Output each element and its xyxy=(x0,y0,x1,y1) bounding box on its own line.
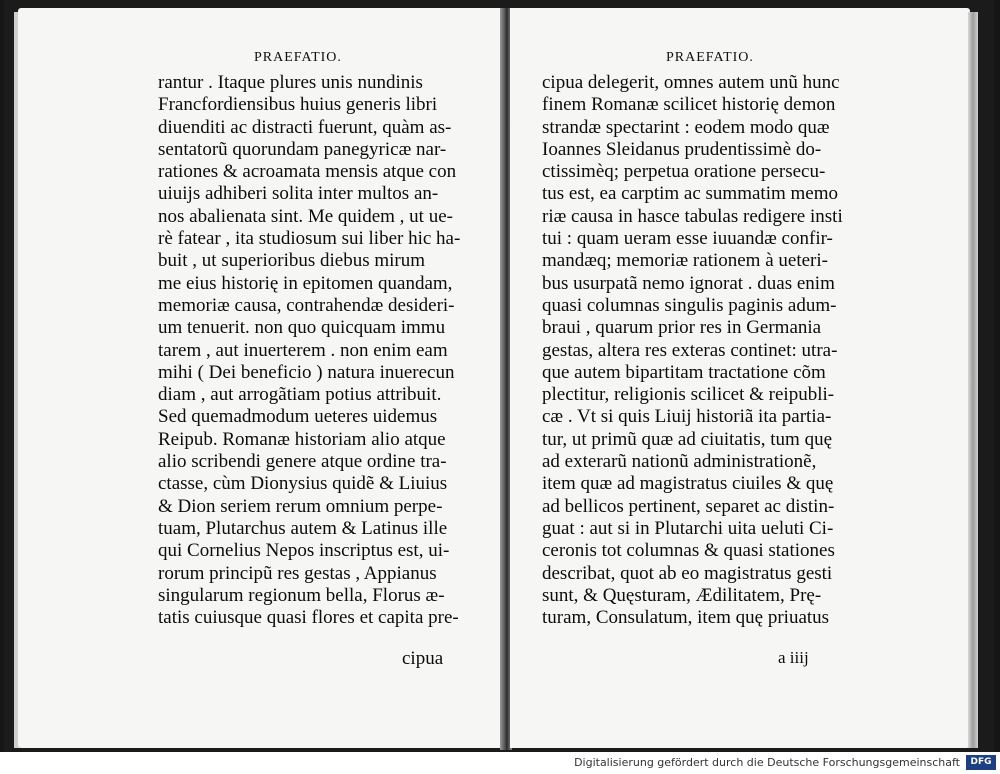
text-line: & Dion seriem rerum omnium perpe- xyxy=(158,495,443,517)
text-line: strandæ spectarint : eodem modo quæ xyxy=(542,116,830,138)
text-line: um tenuerit. non quo quicquam immu xyxy=(158,317,446,339)
text-line: braui , quarum prior res in Germania xyxy=(542,317,822,339)
text-line: finem Romanæ scilicet historię demon xyxy=(542,94,836,116)
text-line: rè fatear , ita studiosum sui liber hic ha- xyxy=(158,228,461,250)
text-line: plectitur, religionis scilicet & reipubli- xyxy=(542,384,835,406)
text-line: item quæ ad magistratus ciuiles & quę xyxy=(542,473,834,495)
text-line: Francfordiensibus huius generis libri xyxy=(158,94,438,116)
text-line: rantur . Itaque plures unis nundinis xyxy=(158,72,423,93)
text-line: diuenditi ac distracti fuerunt, quàm as- xyxy=(158,116,452,138)
text-line: mandæq; memoriæ rationem à ueteri- xyxy=(542,250,828,272)
text-line: tuam, Plutarchus autem & Latinus ille xyxy=(158,517,448,539)
text-line: tarem , aut inuerterem . non enim eam xyxy=(158,339,448,361)
text-line: sentatorũ quorundam panegyricæ nar- xyxy=(158,138,447,160)
text-line: ad bellicos pertinent, separet ac distin- xyxy=(542,495,835,517)
text-line: bus usurpatã nemo ignorat . duas enim xyxy=(542,272,835,294)
text-line: ad exterarũ nationũ administrationẽ, xyxy=(542,451,817,473)
text-line: Ioannes Sleidanus prudentissimè do- xyxy=(542,138,822,160)
text-line: que autem bipartitam tractatione cõm xyxy=(542,361,826,383)
right-page-text xyxy=(542,72,862,629)
text-line: describat, quot ab eo magistratus gesti xyxy=(542,562,833,584)
text-line: qui Cornelius Nepos inscriptus est, ui- xyxy=(158,540,450,562)
footer-bar xyxy=(0,752,1000,774)
text-line: guat : aut si in Plutarchi uita ueluti Ci- xyxy=(542,517,834,539)
text-line: Sed quemadmodum ueteres uidemus xyxy=(158,406,438,428)
text-line: cipua delegerit, omnes autem unũ hunc xyxy=(542,72,840,93)
text-line: cæ . Vt si quis Liuij historiã ita partia- xyxy=(542,406,832,428)
book-spread xyxy=(4,0,994,752)
text-line: tui : quam ueram esse iuuandæ confir- xyxy=(542,228,833,250)
left-page xyxy=(18,8,502,748)
text-line: ctasse, cùm Dionysius quidẽ & Liuius xyxy=(158,473,448,495)
text-line: me eius historię in epitomen quandam, xyxy=(158,272,453,294)
text-line: uiuijs adhiberi solita inter multos an- xyxy=(158,183,439,205)
funding-note: Digitalisierung gefördert durch die Deutsche Forschungsgemeinschaft xyxy=(574,756,960,769)
text-line: singularum regionum bella, Florus æ- xyxy=(158,584,445,606)
text-line: tatis cuiusque quasi flores et capita pre- xyxy=(158,607,459,629)
text-line: alio scribendi genere atque ordine tra- xyxy=(158,451,447,473)
text-line: memoriæ causa, contrahendæ desideri- xyxy=(158,294,455,316)
text-line: riæ causa in hasce tabulas redigere insti xyxy=(542,205,843,227)
text-line: quasi columnas singulis paginis adum- xyxy=(542,294,837,316)
signature-mark: a iiij xyxy=(778,648,809,667)
text-line: Reipub. Romanæ historiam alio atque xyxy=(158,428,446,450)
right-page-edge xyxy=(968,12,978,748)
text-line: gestas, altera res exteras continet: utra- xyxy=(542,339,838,361)
text-line: sunt, & Quęsturam, Ædilitatem, Prę- xyxy=(542,584,822,606)
text-line: nos abalienata sint. Me quidem , ut ue- xyxy=(158,205,453,227)
right-page xyxy=(510,8,970,748)
running-head-left: PRAEFATIO. xyxy=(254,50,342,65)
text-line: rationes & acroamata mensis atque con xyxy=(158,161,457,183)
text-line: turam, Consulatum, item quę priuatus xyxy=(542,607,830,629)
text-line: diam , aut arrogãtiam potius attribuit. xyxy=(158,384,442,406)
text-line: buit , ut superioribus diebus mirum xyxy=(158,250,426,272)
text-line: tur, ut primũ quæ ad ciuitatis, tum quę xyxy=(542,428,833,450)
catchword: cipua xyxy=(402,648,444,669)
left-page-text xyxy=(158,72,494,629)
dfg-logo: DFG xyxy=(966,755,996,770)
running-head-right: PRAEFATIO. xyxy=(666,50,754,65)
text-line: mihi ( Dei beneficio ) natura inuerecun xyxy=(158,361,455,383)
text-line: tus est, ea carptim ac summatim memo xyxy=(542,183,839,205)
text-line: ceronis tot columnas & quasi stationes xyxy=(542,540,835,562)
text-line: ctissimèq; perpetua oratione persecu- xyxy=(542,161,826,183)
text-line: rorum principũ res gestas , Appianus xyxy=(158,562,437,584)
